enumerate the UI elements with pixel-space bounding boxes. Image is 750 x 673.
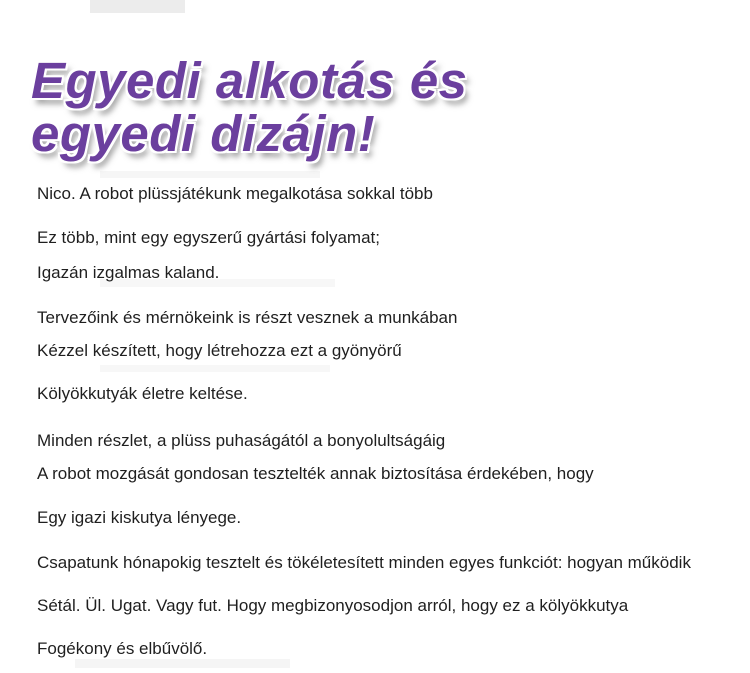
paragraph-line: Nico. A robot plüssjátékunk megalkotása sokkal több	[37, 184, 433, 203]
paragraph-line: Kölyökkutyák életre keltése.	[37, 384, 248, 403]
paragraph-line: Sétál. Ül. Ugat. Vagy fut. Hogy megbizonyosodjon arról, hogy ez a kölyökkutya	[37, 596, 629, 615]
paragraph-line: Igazán izgalmas kaland.	[37, 263, 220, 282]
page-title	[31, 54, 468, 160]
paragraph-line: Csapatunk hónapokig tesztelt és tökéletesített minden egyes funkciót: hogyan működik	[37, 553, 691, 572]
overlay-artifact	[75, 659, 290, 668]
page-title-line2: egyedi dizájn!	[31, 105, 376, 162]
paragraph-line: Minden részlet, a plüss puhaságától a bonyolultságáig	[37, 431, 446, 450]
paragraph-line: Egy igazi kiskutya lényege.	[37, 508, 242, 527]
paragraph-line: Fogékony és elbűvölő.	[37, 639, 208, 658]
overlay-artifact	[100, 365, 330, 372]
paragraph-line: A robot mozgását gondosan tesztelték annak biztosítása érdekében, hogy	[37, 464, 594, 483]
overlay-artifact	[100, 171, 320, 178]
page-title-line1: Egyedi alkotás és	[31, 52, 468, 109]
overlay-artifact	[90, 0, 185, 13]
paragraph-line: Tervezőink és mérnökeink is részt vesznek a munkában	[37, 308, 458, 327]
paragraph-line: Ez több, mint egy egyszerű gyártási folyamat;	[37, 228, 380, 247]
paragraph-line: Kézzel készített, hogy létrehozza ezt a gyönyörű	[37, 341, 402, 360]
